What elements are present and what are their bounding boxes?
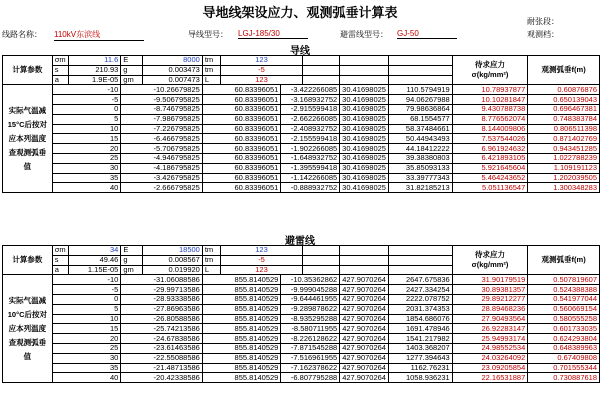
side-note: 实际气温减15°C后按对应本列温度查观测弧垂值 bbox=[3, 85, 53, 193]
side-note: 实际气温减10°C后按对应本列温度查观测弧垂值 bbox=[3, 275, 53, 383]
param-symbol: σm bbox=[52, 56, 68, 66]
param-value: 8000 bbox=[143, 56, 203, 66]
conductor-type-value: LGJ-185/30 bbox=[238, 29, 308, 39]
cell-d: 427.9070264 bbox=[340, 373, 389, 383]
param-label: 计算参数 bbox=[3, 246, 53, 275]
sag-cell: 0.943451285 bbox=[528, 144, 600, 154]
temp-cell: 25 bbox=[52, 343, 121, 353]
cell-e: 44.18412222 bbox=[388, 144, 452, 154]
stress-cell: 25.94993174 bbox=[452, 334, 528, 344]
cell-c: -8.935295288 bbox=[281, 314, 340, 324]
line-info-row bbox=[0, 29, 600, 41]
cell-a: -23.61463586 bbox=[121, 343, 203, 353]
cell-e: 2647.675836 bbox=[388, 275, 452, 285]
sag-cell: 0.60876876 bbox=[528, 85, 600, 95]
cell-a: -2.666795825 bbox=[121, 183, 203, 193]
cell-e: 1403.368207 bbox=[388, 343, 452, 353]
sag-cell: 0.871402769 bbox=[528, 134, 600, 144]
sag-cell: 0.701555344 bbox=[528, 363, 600, 373]
cell-c: -1.395599418 bbox=[281, 163, 340, 173]
cell-d: 30.41698025 bbox=[340, 153, 389, 163]
cell-d: 427.9070264 bbox=[340, 343, 389, 353]
table-row bbox=[3, 363, 600, 373]
param-symbol: g bbox=[121, 255, 143, 265]
cell-a: -3.426795825 bbox=[121, 173, 203, 183]
cell-d: 427.9070264 bbox=[340, 275, 389, 285]
cell-e: 2427.334254 bbox=[388, 285, 452, 295]
cell-d: 427.9070264 bbox=[340, 334, 389, 344]
sag-cell: 1.300348283 bbox=[528, 183, 600, 193]
cell-b: 60.83396051 bbox=[202, 153, 281, 163]
cell-e: 39.38380803 bbox=[388, 153, 452, 163]
cell-c: -1.902266085 bbox=[281, 144, 340, 154]
cell-a: -4.186795825 bbox=[121, 163, 203, 173]
cell-c: -9.289878622 bbox=[281, 304, 340, 314]
table-row bbox=[3, 353, 600, 363]
cell-e: 110.5794919 bbox=[388, 85, 452, 95]
param-symbol: L bbox=[202, 265, 220, 275]
ground-type-label: 避雷线型号： bbox=[340, 30, 388, 39]
sag-cell: 0.541977044 bbox=[528, 294, 600, 304]
stress-cell: 6.421893105 bbox=[452, 153, 528, 163]
param-value: -5 bbox=[220, 255, 302, 265]
temp-cell: 25 bbox=[52, 153, 121, 163]
param-symbol: tm bbox=[202, 255, 220, 265]
cell-b: 855.8140529 bbox=[202, 324, 280, 334]
stress-header: 待求应力 σ(kg/mm²) bbox=[452, 56, 528, 85]
temp-cell: -10 bbox=[52, 85, 121, 95]
cell-c: -8.580711955 bbox=[281, 324, 340, 334]
param-value: 18500 bbox=[143, 246, 203, 256]
cell-c: -1.648932752 bbox=[281, 153, 340, 163]
cell-a: -29.99713586 bbox=[121, 285, 203, 295]
cell-a: -21.48713586 bbox=[121, 363, 203, 373]
cell-e: 2222.078752 bbox=[388, 294, 452, 304]
cell-e: 2031.374353 bbox=[388, 304, 452, 314]
param-symbol: s bbox=[52, 255, 68, 265]
cell-a: -5.706795825 bbox=[121, 144, 203, 154]
param-value: 0.008567 bbox=[143, 255, 203, 265]
sag-cell: 1.022788239 bbox=[528, 153, 600, 163]
observed-span-label: 观测档： bbox=[527, 30, 559, 39]
cell-d: 30.41698025 bbox=[340, 85, 389, 95]
cell-e: 1162.76231 bbox=[388, 363, 452, 373]
cell-c: -8.226128622 bbox=[281, 334, 340, 344]
cell-e: 35.85093133 bbox=[388, 163, 452, 173]
cell-b: 60.83396051 bbox=[202, 144, 281, 154]
cell-a: -7.986795825 bbox=[121, 114, 203, 124]
param-symbol: gm bbox=[121, 75, 143, 85]
cell-e: 94.06267988 bbox=[388, 95, 452, 105]
cell-d: 427.9070264 bbox=[340, 285, 389, 295]
cell-c: -9.644461955 bbox=[281, 294, 340, 304]
sag-cell: 0.560669154 bbox=[528, 304, 600, 314]
param-symbol: tm bbox=[202, 65, 220, 75]
cell-c: -2.408932752 bbox=[281, 124, 340, 134]
cell-c: -2.155599418 bbox=[281, 134, 340, 144]
stress-cell: 9.430788738 bbox=[452, 104, 528, 114]
cell-b: 855.8140529 bbox=[202, 373, 280, 383]
temp-cell: 40 bbox=[52, 373, 121, 383]
cell-c: -3.168932752 bbox=[281, 95, 340, 105]
temp-cell: 0 bbox=[52, 294, 121, 304]
cell-b: 60.83396051 bbox=[202, 114, 281, 124]
cell-b: 60.83396051 bbox=[202, 104, 281, 114]
cell-c: -7.871545288 bbox=[281, 343, 340, 353]
sag-cell: 0.524388388 bbox=[528, 285, 600, 295]
cell-b: 855.8140529 bbox=[202, 294, 280, 304]
cell-e: 79.98636864 bbox=[388, 104, 452, 114]
sag-cell: 0.806511398 bbox=[528, 124, 600, 134]
temp-cell: 10 bbox=[52, 124, 121, 134]
line-name-label: 线路名称： bbox=[2, 30, 42, 39]
cell-c: -9.999045288 bbox=[281, 285, 340, 295]
cell-a: -28.93338586 bbox=[121, 294, 203, 304]
cell-d: 427.9070264 bbox=[340, 324, 389, 334]
table-row bbox=[3, 343, 600, 353]
cell-b: 60.83396051 bbox=[202, 183, 281, 193]
param-row bbox=[3, 56, 600, 66]
ground-type-value: GJ-50 bbox=[397, 29, 457, 39]
sag-header: 观测弧垂f(m) bbox=[528, 56, 600, 85]
temp-cell: -5 bbox=[52, 285, 121, 295]
stress-cell: 22.16531887 bbox=[452, 373, 528, 383]
param-symbol: E bbox=[121, 56, 143, 66]
temp-cell: 20 bbox=[52, 334, 121, 344]
cell-a: -6.466795825 bbox=[121, 134, 203, 144]
cell-b: 855.8140529 bbox=[202, 363, 280, 373]
temp-cell: 35 bbox=[52, 173, 121, 183]
stress-cell: 5.051136547 bbox=[452, 183, 528, 193]
cell-a: -31.06088586 bbox=[121, 275, 203, 285]
param-label: 计算参数 bbox=[3, 56, 53, 85]
param-value: 0.003473 bbox=[143, 65, 203, 75]
cell-d: 30.41698025 bbox=[340, 144, 389, 154]
cell-a: -25.74213586 bbox=[121, 324, 203, 334]
table-row bbox=[3, 314, 600, 324]
temp-cell: 15 bbox=[52, 324, 121, 334]
temp-cell: 20 bbox=[52, 144, 121, 154]
cell-b: 855.8140529 bbox=[202, 275, 280, 285]
cell-e: 58.37484661 bbox=[388, 124, 452, 134]
cell-e: 1058.936231 bbox=[388, 373, 452, 383]
cell-c: -2.915599418 bbox=[281, 104, 340, 114]
cell-b: 855.8140529 bbox=[202, 334, 280, 344]
sag-cell: 0.648389963 bbox=[528, 343, 600, 353]
stress-header: 待求应力 σ(kg/mm²) bbox=[452, 246, 528, 275]
cell-d: 427.9070264 bbox=[340, 304, 389, 314]
sag-cell: 0.696467381 bbox=[528, 104, 600, 114]
cell-d: 30.41698025 bbox=[340, 95, 389, 105]
cell-a: -20.42338586 bbox=[121, 373, 203, 383]
sag-cell: 0.730887618 bbox=[528, 373, 600, 383]
sag-header: 观测弧垂f(m) bbox=[528, 246, 600, 275]
param-symbol: L bbox=[202, 75, 220, 85]
stress-cell: 29.89212277 bbox=[452, 294, 528, 304]
stress-cell: 24.03264092 bbox=[452, 353, 528, 363]
cell-b: 60.83396051 bbox=[202, 124, 281, 134]
temp-cell: -5 bbox=[52, 95, 121, 105]
cell-a: -24.67838586 bbox=[121, 334, 203, 344]
sag-cell: 1.109191123 bbox=[528, 163, 600, 173]
sag-cell: 0.580555258 bbox=[528, 314, 600, 324]
cell-d: 30.41698025 bbox=[340, 183, 389, 193]
table-row bbox=[3, 134, 600, 144]
param-value: 0.007473 bbox=[143, 75, 203, 85]
stress-cell: 26.92283147 bbox=[452, 324, 528, 334]
line-name-value: 110kV东滨线 bbox=[54, 29, 144, 41]
table-row bbox=[3, 124, 600, 134]
table-row bbox=[3, 294, 600, 304]
cell-c: -6.807795288 bbox=[281, 373, 340, 383]
cell-b: 855.8140529 bbox=[202, 343, 280, 353]
cell-b: 60.83396051 bbox=[202, 95, 281, 105]
table-row bbox=[3, 153, 600, 163]
cell-d: 427.9070264 bbox=[340, 294, 389, 304]
ground-table bbox=[2, 245, 600, 383]
cell-d: 30.41698025 bbox=[340, 163, 389, 173]
cell-e: 1277.394643 bbox=[388, 353, 452, 363]
cell-a: -27.86963586 bbox=[121, 304, 203, 314]
cell-d: 427.9070264 bbox=[340, 314, 389, 324]
sag-cell: 1.202039505 bbox=[528, 173, 600, 183]
cell-a: -4.946795825 bbox=[121, 153, 203, 163]
temp-cell: 30 bbox=[52, 163, 121, 173]
table-row bbox=[3, 144, 600, 154]
param-symbol: a bbox=[52, 265, 68, 275]
stress-cell: 23.09205854 bbox=[452, 363, 528, 373]
cell-e: 33.39777343 bbox=[388, 173, 452, 183]
param-symbol: a bbox=[52, 75, 68, 85]
table-row bbox=[3, 334, 600, 344]
stress-cell: 27.90493564 bbox=[452, 314, 528, 324]
table-row bbox=[3, 95, 600, 105]
tower-section-label: 耐张段： bbox=[527, 17, 559, 26]
temp-cell: 10 bbox=[52, 314, 121, 324]
cell-d: 30.41698025 bbox=[340, 134, 389, 144]
temp-cell: 35 bbox=[52, 363, 121, 373]
temp-cell: 5 bbox=[52, 304, 121, 314]
cell-a: -22.55088586 bbox=[121, 353, 203, 363]
param-symbol: E bbox=[121, 246, 143, 256]
table-row bbox=[3, 114, 600, 124]
conductor-table bbox=[2, 55, 600, 193]
stress-cell: 8.144009806 bbox=[452, 124, 528, 134]
cell-c: -7.162378622 bbox=[281, 363, 340, 373]
table-row bbox=[3, 85, 600, 95]
table-row bbox=[3, 373, 600, 383]
table-row bbox=[3, 275, 600, 285]
param-value: 34 bbox=[68, 246, 121, 256]
cell-c: -10.35362862 bbox=[281, 275, 340, 285]
ground-section-title: 避雷线 bbox=[285, 236, 315, 247]
cell-c: -2.662266085 bbox=[281, 114, 340, 124]
cell-d: 427.9070264 bbox=[340, 363, 389, 373]
cell-b: 855.8140529 bbox=[202, 285, 280, 295]
stress-cell: 8.776562074 bbox=[452, 114, 528, 124]
cell-a: -26.80588586 bbox=[121, 314, 203, 324]
cell-b: 60.83396051 bbox=[202, 163, 281, 173]
table-row bbox=[3, 183, 600, 193]
cell-b: 855.8140529 bbox=[202, 353, 280, 363]
sag-cell: 0.601733035 bbox=[528, 324, 600, 334]
cell-e: 1854.686076 bbox=[388, 314, 452, 324]
stress-cell: 6.961924632 bbox=[452, 144, 528, 154]
sag-cell: 0.67409808 bbox=[528, 353, 600, 363]
temp-cell: 5 bbox=[52, 114, 121, 124]
cell-a: -10.26679825 bbox=[121, 85, 203, 95]
param-row bbox=[3, 246, 600, 256]
cell-d: 427.9070264 bbox=[340, 353, 389, 363]
temp-cell: 30 bbox=[52, 353, 121, 363]
table-row bbox=[3, 104, 600, 114]
conductor-section-title: 导线 bbox=[290, 46, 310, 57]
cell-e: 1691.478946 bbox=[388, 324, 452, 334]
table-row bbox=[3, 173, 600, 183]
stress-cell: 10.10281847 bbox=[452, 95, 528, 105]
cell-a: -9.506795825 bbox=[121, 95, 203, 105]
param-value: 11.6 bbox=[68, 56, 121, 66]
cell-e: 1541.217982 bbox=[388, 334, 452, 344]
param-symbol: tm bbox=[202, 246, 220, 256]
cell-e: 68.1554577 bbox=[388, 114, 452, 124]
tower-section-row bbox=[0, 16, 600, 28]
cell-b: 855.8140529 bbox=[202, 314, 280, 324]
param-value: 210.93 bbox=[68, 65, 121, 75]
cell-c: -7.516961955 bbox=[281, 353, 340, 363]
cell-e: 50.44943493 bbox=[388, 134, 452, 144]
param-value: 123 bbox=[220, 75, 302, 85]
stress-cell: 10.78937877 bbox=[452, 85, 528, 95]
cell-b: 60.83396051 bbox=[202, 85, 281, 95]
table-row bbox=[3, 304, 600, 314]
temp-cell: -10 bbox=[52, 275, 121, 285]
param-value: 123 bbox=[220, 246, 302, 256]
sag-cell: 0.650139043 bbox=[528, 95, 600, 105]
temp-cell: 0 bbox=[52, 104, 121, 114]
stress-cell: 5.464243652 bbox=[452, 173, 528, 183]
stress-cell: 30.89381357 bbox=[452, 285, 528, 295]
cell-d: 30.41698025 bbox=[340, 124, 389, 134]
table-row bbox=[3, 285, 600, 295]
param-value: 0.019920 bbox=[143, 265, 203, 275]
param-value: 1.9E-05 bbox=[68, 75, 121, 85]
stress-cell: 7.537544026 bbox=[452, 134, 528, 144]
sag-cell: 0.507819607 bbox=[528, 275, 600, 285]
temp-cell: 40 bbox=[52, 183, 121, 193]
page-title: 导地线架设应力、观测弧垂计算表 bbox=[202, 5, 398, 20]
cell-a: -8.746795825 bbox=[121, 104, 203, 114]
stress-cell: 31.90179519 bbox=[452, 275, 528, 285]
cell-c: -3.422266085 bbox=[281, 85, 340, 95]
conductor-type-label: 导线型号： bbox=[188, 30, 228, 39]
table-row bbox=[3, 324, 600, 334]
param-value: -5 bbox=[220, 65, 302, 75]
param-symbol: g bbox=[121, 65, 143, 75]
cell-b: 60.83396051 bbox=[202, 134, 281, 144]
param-symbol: s bbox=[52, 65, 68, 75]
cell-e: 31.82185213 bbox=[388, 183, 452, 193]
cell-b: 855.8140529 bbox=[202, 304, 280, 314]
cell-d: 30.41698025 bbox=[340, 104, 389, 114]
cell-c: -0.888932752 bbox=[281, 183, 340, 193]
param-symbol: gm bbox=[121, 265, 143, 275]
param-symbol: σm bbox=[52, 246, 68, 256]
stress-cell: 5.921645604 bbox=[452, 163, 528, 173]
param-value: 49.46 bbox=[68, 255, 121, 265]
temp-cell: 15 bbox=[52, 134, 121, 144]
cell-d: 30.41698025 bbox=[340, 173, 389, 183]
param-value: 1.15E-05 bbox=[68, 265, 121, 275]
cell-b: 60.83396051 bbox=[202, 173, 281, 183]
param-symbol: tm bbox=[202, 56, 220, 66]
param-value: 123 bbox=[220, 56, 302, 66]
cell-c: -1.142266085 bbox=[281, 173, 340, 183]
sag-cell: 0.624293804 bbox=[528, 334, 600, 344]
param-value: 123 bbox=[220, 265, 302, 275]
cell-d: 30.41698025 bbox=[340, 114, 389, 124]
stress-cell: 24.98552534 bbox=[452, 343, 528, 353]
table-row bbox=[3, 163, 600, 173]
cell-a: -7.226795825 bbox=[121, 124, 203, 134]
stress-cell: 28.89468236 bbox=[452, 304, 528, 314]
sag-cell: 0.748383784 bbox=[528, 114, 600, 124]
